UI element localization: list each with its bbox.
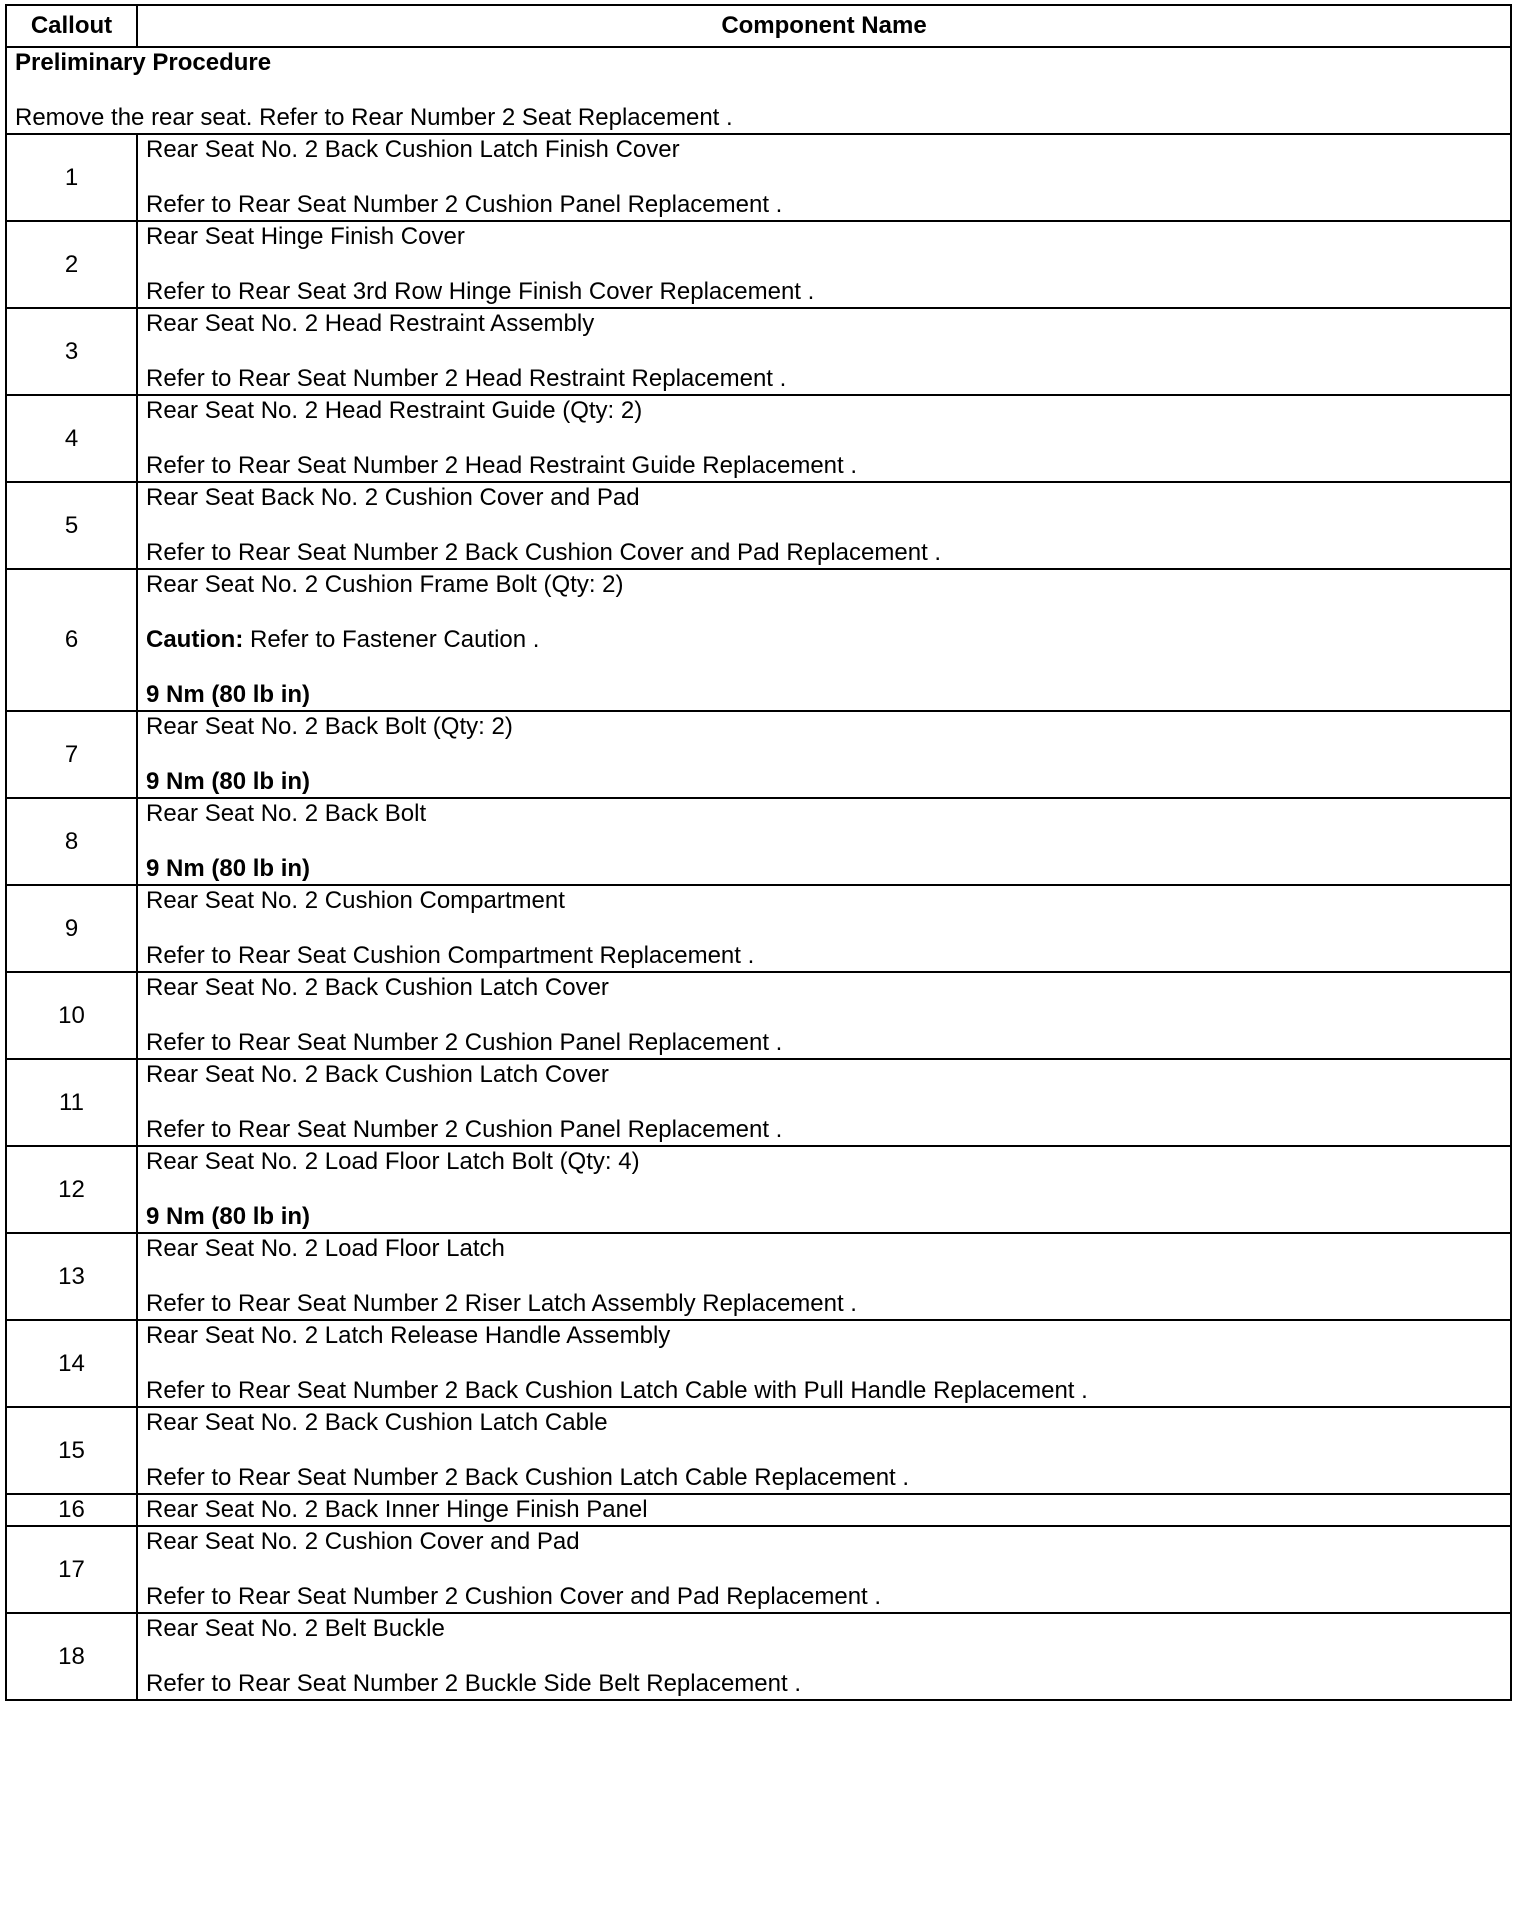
component-reference: Refer to Rear Seat Number 2 Cushion Panel Replacement . <box>146 1116 783 1143</box>
component-name: Rear Seat No. 2 Back Cushion Latch Cover <box>146 974 609 1001</box>
torque-spec: 9 Nm (80 lb in) <box>146 681 311 708</box>
component-reference: Refer to Rear Seat Number 2 Riser Latch Assembly Replacement . <box>146 1290 857 1317</box>
component-name: Rear Seat No. 2 Head Restraint Assembly <box>146 310 595 337</box>
callout-cell: 3 <box>6 308 137 395</box>
component-cell <box>137 1407 1511 1494</box>
callout-cell: 10 <box>6 972 137 1059</box>
callout-cell: 16 <box>6 1494 137 1526</box>
callout-cell: 7 <box>6 711 137 798</box>
component-name: Rear Seat No. 2 Back Cushion Latch Cable <box>146 1409 608 1436</box>
table-row <box>6 972 1511 1059</box>
callout-cell: 13 <box>6 1233 137 1320</box>
component-cell <box>137 1233 1511 1320</box>
component-table <box>5 4 1512 1701</box>
callout-cell: 14 <box>6 1320 137 1407</box>
component-cell <box>137 221 1511 308</box>
callout-cell: 1 <box>6 134 137 221</box>
callout-cell: 4 <box>6 395 137 482</box>
component-name: Rear Seat No. 2 Belt Buckle <box>146 1615 445 1642</box>
component-cell <box>137 134 1511 221</box>
component-cell <box>137 395 1511 482</box>
header-callout: Callout <box>6 5 137 47</box>
component-name: Rear Seat No. 2 Cushion Cover and Pad <box>146 1528 580 1555</box>
component-cell <box>137 1526 1511 1613</box>
component-reference: Refer to Rear Seat Number 2 Back Cushion Latch Cable with Pull Handle Replacement . <box>146 1377 1088 1404</box>
table-row <box>6 1494 1511 1526</box>
table-row <box>6 221 1511 308</box>
torque-spec: 9 Nm (80 lb in) <box>146 1203 311 1230</box>
component-cell <box>137 1059 1511 1146</box>
torque-spec: 9 Nm (80 lb in) <box>146 855 311 882</box>
component-name: Rear Seat Hinge Finish Cover <box>146 223 465 250</box>
component-name: Rear Seat No. 2 Back Cushion Latch Finish Cover <box>146 136 680 163</box>
callout-cell: 12 <box>6 1146 137 1233</box>
preliminary-cell <box>6 47 1511 134</box>
component-reference: Refer to Rear Seat Number 2 Back Cushion Cover and Pad Replacement . <box>146 539 942 566</box>
caution-text: Refer to Fastener Caution . <box>243 626 540 653</box>
component-cell <box>137 482 1511 569</box>
component-cell <box>137 1494 1511 1526</box>
callout-cell: 6 <box>6 569 137 711</box>
component-cell <box>137 798 1511 885</box>
component-reference: Refer to Rear Seat 3rd Row Hinge Finish Cover Replacement . <box>146 278 815 305</box>
component-cell <box>137 308 1511 395</box>
callout-cell: 9 <box>6 885 137 972</box>
table-row <box>6 1059 1511 1146</box>
preliminary-title: Preliminary Procedure <box>15 49 272 76</box>
callout-cell: 15 <box>6 1407 137 1494</box>
component-name: Rear Seat No. 2 Back Bolt <box>146 800 427 827</box>
component-cell <box>137 1320 1511 1407</box>
component-name: Rear Seat No. 2 Head Restraint Guide (Qty: 2) <box>146 397 643 424</box>
component-name: Rear Seat No. 2 Latch Release Handle Assembly <box>146 1322 671 1349</box>
component-name: Rear Seat No. 2 Load Floor Latch <box>146 1235 505 1262</box>
component-reference: Refer to Rear Seat Number 2 Cushion Cover and Pad Replacement . <box>146 1583 882 1610</box>
table-row <box>6 1613 1511 1700</box>
caution-line <box>146 625 1502 655</box>
table-row <box>6 482 1511 569</box>
table-row <box>6 1407 1511 1494</box>
caution-label: Caution: <box>146 626 244 653</box>
component-reference: Refer to Rear Seat Cushion Compartment Replacement . <box>146 942 755 969</box>
component-reference: Refer to Rear Seat Number 2 Buckle Side Belt Replacement . <box>146 1670 801 1697</box>
component-name: Rear Seat No. 2 Cushion Frame Bolt (Qty: 2) <box>146 571 624 598</box>
table-row <box>6 395 1511 482</box>
callout-cell: 5 <box>6 482 137 569</box>
component-name: Rear Seat No. 2 Back Bolt (Qty: 2) <box>146 713 513 740</box>
table-row <box>6 1233 1511 1320</box>
component-cell <box>137 1613 1511 1700</box>
table-row <box>6 569 1511 711</box>
component-cell <box>137 885 1511 972</box>
table-row <box>6 1320 1511 1407</box>
table-row <box>6 134 1511 221</box>
preliminary-text: Remove the rear seat. Refer to Rear Number 2 Seat Replacement . <box>15 104 733 131</box>
table-row <box>6 798 1511 885</box>
callout-cell: 11 <box>6 1059 137 1146</box>
component-name: Rear Seat No. 2 Back Cushion Latch Cover <box>146 1061 609 1088</box>
table-row <box>6 711 1511 798</box>
table-row <box>6 1146 1511 1233</box>
component-reference: Refer to Rear Seat Number 2 Cushion Panel Replacement . <box>146 1029 783 1056</box>
callout-cell: 18 <box>6 1613 137 1700</box>
header-component-name: Component Name <box>137 5 1511 47</box>
component-name: Rear Seat Back No. 2 Cushion Cover and Pad <box>146 484 640 511</box>
torque-spec: 9 Nm (80 lb in) <box>146 768 311 795</box>
component-reference: Refer to Rear Seat Number 2 Cushion Panel Replacement . <box>146 191 783 218</box>
table-row <box>6 308 1511 395</box>
preliminary-row <box>6 47 1511 134</box>
component-cell <box>137 569 1511 711</box>
callout-cell: 8 <box>6 798 137 885</box>
table-row <box>6 1526 1511 1613</box>
component-name: Rear Seat No. 2 Cushion Compartment <box>146 887 565 914</box>
component-reference: Refer to Rear Seat Number 2 Back Cushion Latch Cable Replacement . <box>146 1464 910 1491</box>
table-row <box>6 885 1511 972</box>
component-name: Rear Seat No. 2 Back Inner Hinge Finish Panel <box>146 1496 648 1523</box>
callout-cell: 2 <box>6 221 137 308</box>
header-row <box>6 5 1511 47</box>
component-cell <box>137 1146 1511 1233</box>
component-name: Rear Seat No. 2 Load Floor Latch Bolt (Qty: 4) <box>146 1148 640 1175</box>
component-reference: Refer to Rear Seat Number 2 Head Restraint Replacement . <box>146 365 787 392</box>
component-cell <box>137 972 1511 1059</box>
callout-cell: 17 <box>6 1526 137 1613</box>
component-cell <box>137 711 1511 798</box>
component-reference: Refer to Rear Seat Number 2 Head Restraint Guide Replacement . <box>146 452 858 479</box>
